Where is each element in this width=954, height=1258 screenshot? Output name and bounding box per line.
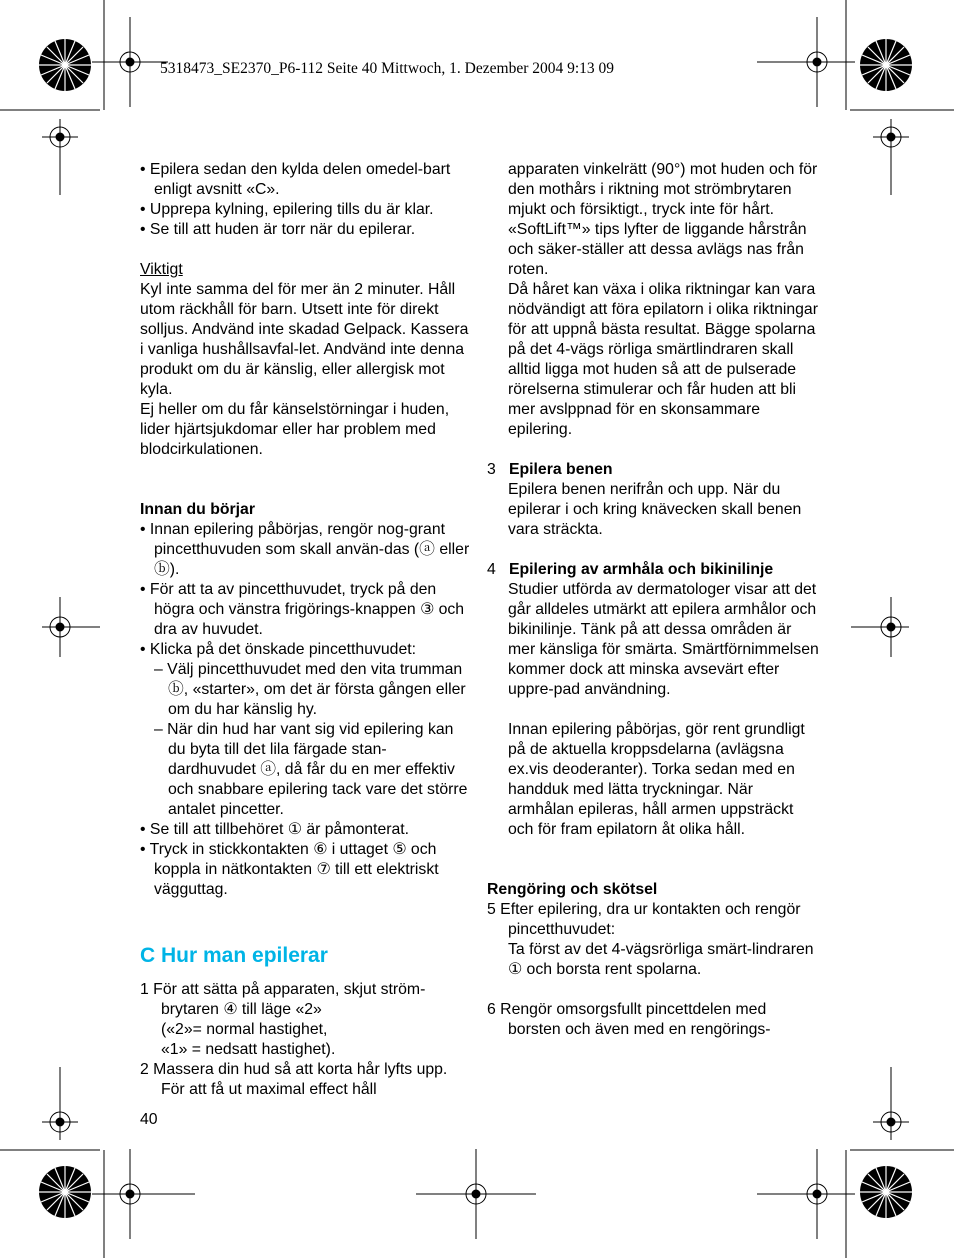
step-item: 1 För att sätta på apparaten, skjut ström-brytaren ④ till läge «2» <box>140 981 426 1018</box>
warning-text: Kyl inte samma del för mer än 2 minuter. Håll utom räckhåll för barn. Utsett inte för direkt solljus. Andvänd inte skadad Gelpack. Kassera i vanliga hushållsavfal-let. Andvänd inte denna produkt om du är känslig, eller allergisk mot kyla. <box>140 281 469 398</box>
list-item: • Innan epilering påbörjas, rengör nog-grant pincetthuvuden som skall använ-das (ⓐ eller ⓑ). <box>140 521 470 578</box>
section-heading: C Hur man epilerar <box>140 944 328 967</box>
warning-text-2: Ej heller om du får känselstörningar i huden, lider hjärtsjukdomar eller har problem med blodcirkulationen. <box>140 401 450 458</box>
paragraph: Innan epilering påbörjas, gör rent grundligt på de aktuella kroppsdelarna (avlägsna ex.vis deoderanter). Torka sedan med en handduk med lätta tryckningar. När armhålan epileras, håll armen uppsträckt och för fram epilatorn åt olika håll. <box>508 721 805 838</box>
sub-list-item: – När din hud har vant sig vid epilering kan du byta till det lila färgade stan-dardhuvudet ⓐ, då får du en mer effektiv och snabbare epilering tack vare det större antalet pincetter. <box>154 721 468 818</box>
paragraph: Epilera benen nerifrån och upp. När du epilerar i och kring knävecken skall benen vara sträckta. <box>508 481 802 538</box>
list-item: • Tryck in stickkontakten ⑥ i uttaget ⑤ och koppla in nätkontakten ⑦ till ett elektriskt vägguttag. <box>140 841 439 898</box>
step-item: 6 Rengör omsorgsfullt pincettdelen med borsten och även med en rengörings- <box>487 1001 771 1038</box>
step-note: («2»= normal hastighet, <box>161 1021 328 1038</box>
left-column <box>140 160 470 1100</box>
sub-list-item: – Välj pincetthuvudet med den vita trumman ⓑ, «starter», om det är första gången eller om du har känslig hy. <box>154 661 466 718</box>
before-start-title: Innan du börjar <box>140 501 255 518</box>
list-item: • För att ta av pincetthuvudet, tryck på den högra och vänstra frigörings-knappen ③ och dra av huvudet. <box>140 581 465 638</box>
warning-title: Viktigt <box>140 261 183 278</box>
list-item: • Klicka på det önskade pincetthuvudet: <box>140 641 417 658</box>
paragraph: Studier utförda av dermatologer visar att det går alldeles utmärkt att epilera armhålor och bikinilinje. Tänk på att dessa områden är mer känsliga för smärta. Smärtförnimmelsen kommer dock att minska avsevärt efter uppre-pad användning. <box>508 581 819 698</box>
page-number: 40 <box>140 1111 158 1128</box>
list-item: • Se till att huden är torr när du epilerar. <box>140 221 416 238</box>
step-number: 4 <box>487 561 496 578</box>
step-number: 3 <box>487 461 496 478</box>
step-item: 5 Efter epilering, dra ur kontakten och rengör pincetthuvudet: <box>487 901 801 938</box>
print-imprint: 5318473_SE2370_P6-112 Seite 40 Mittwoch, 1. Dezember 2004 9:13 09 <box>160 60 615 77</box>
right-column <box>487 160 822 1040</box>
care-title: Rengöring och skötsel <box>487 881 658 898</box>
step-item: 2 Massera din hud så att korta hår lyfts upp. För att få ut maximal effect håll <box>140 1061 448 1098</box>
step-note: Ta först av det 4-vägsrörliga smärt-lindraren ① och borsta rent spolarna. <box>508 941 814 978</box>
list-item: • Se till att tillbehöret ① är påmonterat. <box>140 821 410 838</box>
paragraph: apparaten vinkelrätt (90°) mot huden och för den mothårs i riktning mot strömbrytaren mjukt och försiktigt., tryck inte för hårt. «SoftLift™» tips lyfter de liggande hårstrån och säker-ställer att dessa avlägs nas från roten. <box>508 161 818 278</box>
list-item: • Upprepa kylning, epilering tills du är klar. <box>140 201 434 218</box>
step-title: Epilering av armhåla och bikinilinje <box>508 561 774 578</box>
list-item: • Epilera sedan den kylda delen omedel-bart enligt avsnitt «C». <box>140 161 451 198</box>
step-note: «1» = nedsatt hastighet). <box>161 1041 336 1058</box>
step-title: Epilera benen <box>508 461 613 478</box>
paragraph: Då håret kan växa i olika riktningar kan vara nödvändigt att föra epilatorn i olika riktningar för att uppnå bästa resultat. Bägge spolarna på det 4-vägs rörliga smärtlindraren skall alltid ligga mot huden så att de pulserade rörelserna stimulerar och får huden att bli mer avslppnad för en skonsammare epilering. <box>508 281 818 438</box>
